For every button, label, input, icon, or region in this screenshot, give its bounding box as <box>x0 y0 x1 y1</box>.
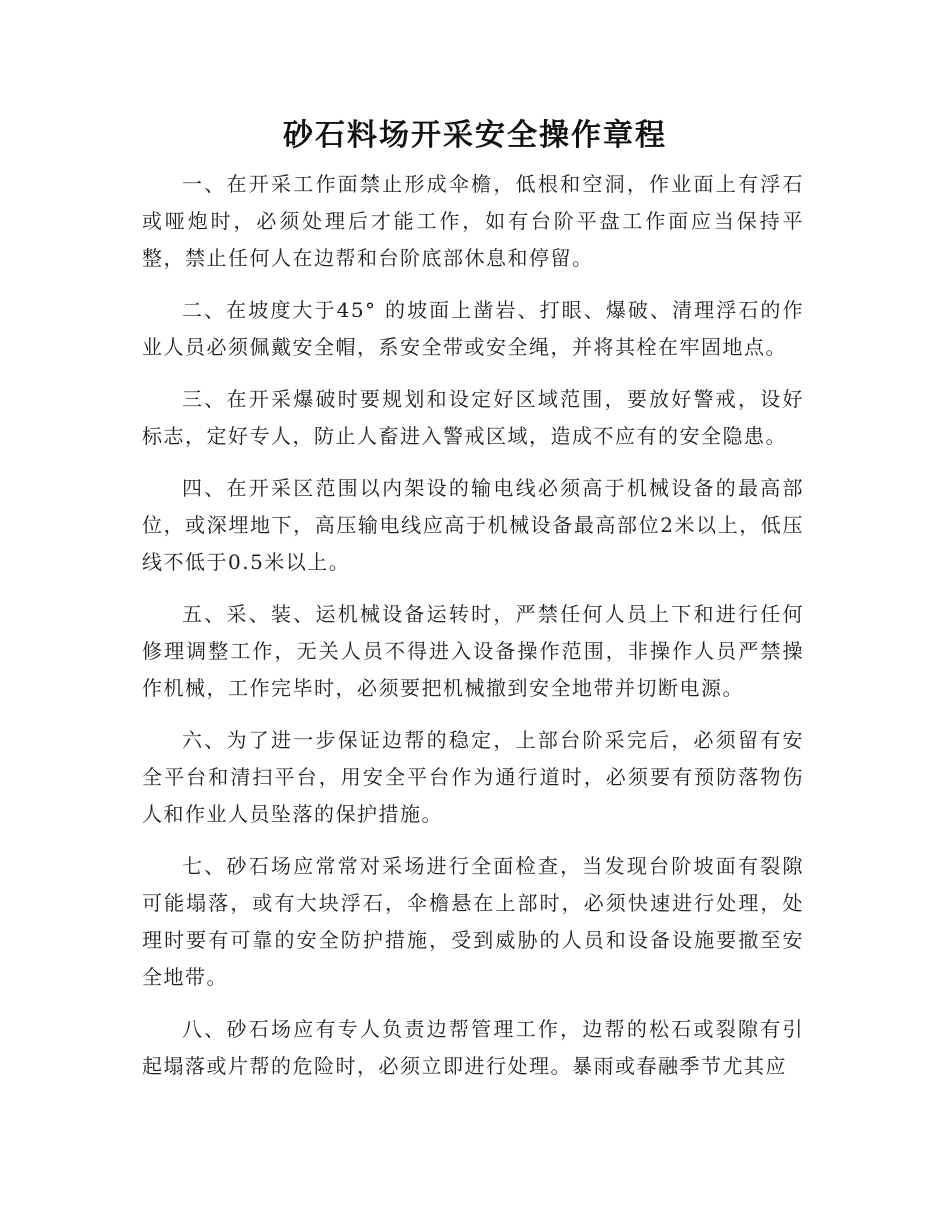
document-title: 砂石料场开采安全操作章程 <box>283 118 667 153</box>
paragraph-6: 六、为了进一步保证边帮的稳定，上部台阶采完后，必须留有安全平台和清扫平台，用安全平台作为通行道时，必须要有预防落物伤人和作业人员坠落的保护措施。 <box>142 728 804 826</box>
paragraph-4: 四、在开采区范围以内架设的输电线必须高于机械设备的最高部位，或深埋地下，高压输电线应高于机械设备最高部位2米以上，低压线不低于0.5米以上。 <box>142 476 804 574</box>
paragraph-8: 八、砂石场应有专人负责边帮管理工作，边帮的松石或裂隙有引起塌落或片帮的危险时，必须立即进行处理。暴雨或春融季节尤其应 <box>142 1017 804 1078</box>
paragraph-3: 三、在开采爆破时要规划和设定好区域范围，要放好警戒，设好标志，定好专人，防止人畜进入警戒区域，造成不应有的安全隐患。 <box>142 387 804 448</box>
paragraph-5: 五、采、装、运机械设备运转时，严禁任何人员上下和进行任何修理调整工作，无关人员不得进入设备操作范围，非操作人员严禁操作机械，工作完毕时，必须要把机械撤到安全地带并切断电源。 <box>142 602 804 700</box>
paragraph-7: 七、砂石场应常常对采场进行全面检查，当发现台阶坡面有裂隙可能塌落，或有大块浮石，伞檐悬在上部时，必须快速进行处理，处理时要有可靠的安全防护措施，受到威胁的人员和设备设施要撤至安全地带。 <box>142 854 804 989</box>
paragraph-2: 二、在坡度大于45° 的坡面上凿岩、打眼、爆破、清理浮石的作业人员必须佩戴安全帽，系安全带或安全绳，并将其栓在牢固地点。 <box>142 298 804 359</box>
document-body <box>142 166 804 1100</box>
paragraph-1: 一、在开采工作面禁止形成伞檐，低根和空洞，作业面上有浮石或哑炮时，必须处理后才能工作，如有台阶平盘工作面应当保持平整，禁止任何人在边帮和台阶底部休息和停留。 <box>142 172 804 270</box>
